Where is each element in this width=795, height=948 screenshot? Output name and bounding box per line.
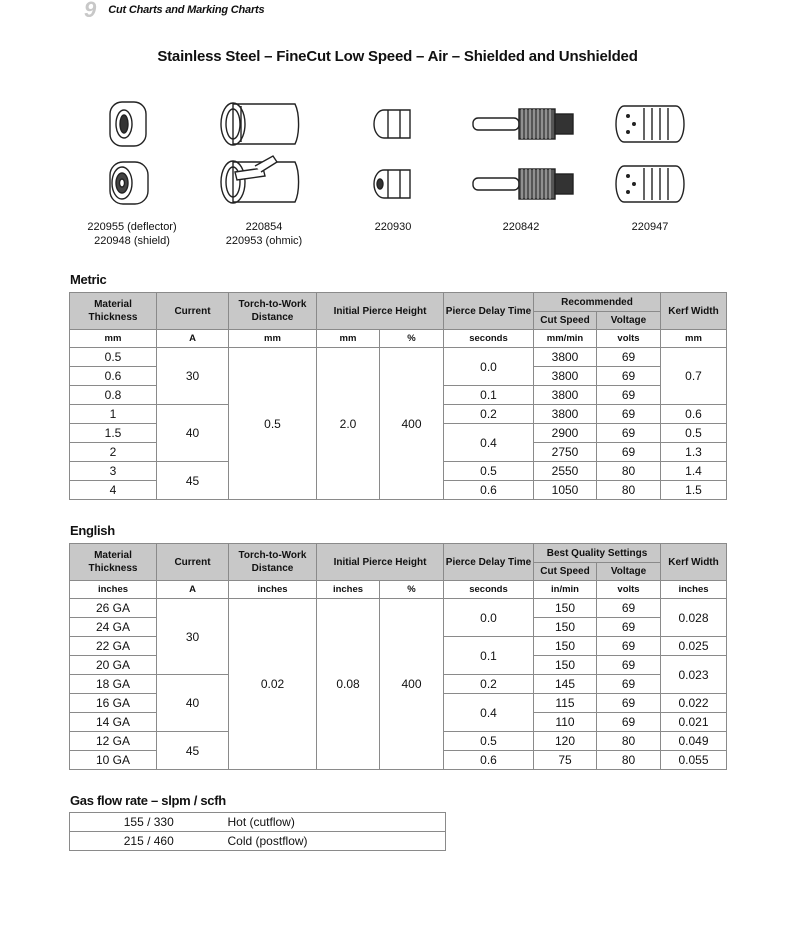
kerf-cell: 0.021 xyxy=(661,713,727,732)
thickness-cell: 3 xyxy=(70,462,157,481)
table-row xyxy=(70,813,446,832)
col-header-current: Current xyxy=(157,293,229,330)
unit-cell: volts xyxy=(597,330,661,348)
current-cell: 40 xyxy=(157,405,229,462)
col-header-kerf: Kerf Width xyxy=(661,293,727,330)
col-header-voltage: Voltage xyxy=(597,312,661,330)
unit-cell: mm xyxy=(317,330,380,348)
current-cell: 40 xyxy=(157,675,229,732)
current-cell: 30 xyxy=(157,599,229,675)
col-header-kerf: Kerf Width xyxy=(661,544,727,581)
voltage-cell: 80 xyxy=(597,751,661,770)
speed-cell: 150 xyxy=(534,656,597,675)
kerf-cell: 0.5 xyxy=(661,424,727,443)
speed-cell: 75 xyxy=(534,751,597,770)
col-header-current: Current xyxy=(157,544,229,581)
voltage-cell: 69 xyxy=(597,618,661,637)
kerf-cell: 0.022 xyxy=(661,694,727,713)
speed-cell: 1050 xyxy=(534,481,597,500)
unit-cell: % xyxy=(380,581,444,599)
part-caption-nozzle: 220930 xyxy=(374,221,412,233)
delay-cell: 0.2 xyxy=(444,675,534,694)
pierce-pct-cell: 400 xyxy=(380,599,444,770)
part-caption-cap: 220854 220953 (ohmic) xyxy=(225,221,303,247)
unit-cell: A xyxy=(157,330,229,348)
speed-cell: 145 xyxy=(534,675,597,694)
thickness-cell: 12 GA xyxy=(70,732,157,751)
pierce-height-cell: 0.08 xyxy=(317,599,380,770)
delay-cell: 0.0 xyxy=(444,348,534,386)
current-cell: 45 xyxy=(157,462,229,500)
current-cell: 30 xyxy=(157,348,229,405)
voltage-cell: 69 xyxy=(597,656,661,675)
unit-cell: seconds xyxy=(444,330,534,348)
delay-cell: 0.5 xyxy=(444,732,534,751)
kerf-cell: 0.028 xyxy=(661,599,727,637)
gas-flow-heading: Gas flow rate – slpm / scfh xyxy=(70,793,226,808)
pierce-pct-cell: 400 xyxy=(380,348,444,500)
col-header-delay: Pierce Delay Time xyxy=(444,293,534,330)
metric-heading: Metric xyxy=(70,272,107,287)
unit-cell: seconds xyxy=(444,581,534,599)
col-header-torch: Torch-to-Work Distance xyxy=(229,293,317,330)
delay-cell: 0.0 xyxy=(444,599,534,637)
thickness-cell: 22 GA xyxy=(70,637,157,656)
unit-cell: mm xyxy=(229,330,317,348)
table-row xyxy=(70,599,727,618)
unit-cell: inches xyxy=(317,581,380,599)
thickness-cell: 18 GA xyxy=(70,675,157,694)
unit-cell: mm/min xyxy=(534,330,597,348)
unit-cell: volts xyxy=(597,581,661,599)
torch-cell: 0.02 xyxy=(229,599,317,770)
kerf-cell: 0.049 xyxy=(661,732,727,751)
gas-flow-value: 155 / 330 xyxy=(70,813,228,832)
kerf-cell: 0.6 xyxy=(661,405,727,424)
col-header-speed: Cut Speed xyxy=(534,563,597,581)
delay-cell: 0.6 xyxy=(444,751,534,770)
torch-cell: 0.5 xyxy=(229,348,317,500)
gas-flow-label: Hot (cutflow) xyxy=(228,813,446,832)
kerf-cell: 0.023 xyxy=(661,656,727,694)
col-header-group: Recommended xyxy=(534,293,661,312)
pierce-height-cell: 2.0 xyxy=(317,348,380,500)
table-row xyxy=(70,348,727,367)
speed-cell: 3800 xyxy=(534,367,597,386)
thickness-cell: 1 xyxy=(70,405,157,424)
section-title: Cut Charts and Marking Charts xyxy=(108,4,265,16)
metric-cut-chart xyxy=(69,292,727,500)
speed-cell: 115 xyxy=(534,694,597,713)
speed-cell: 150 xyxy=(534,618,597,637)
thickness-cell: 10 GA xyxy=(70,751,157,770)
voltage-cell: 69 xyxy=(597,405,661,424)
speed-cell: 3800 xyxy=(534,405,597,424)
kerf-cell: 1.5 xyxy=(661,481,727,500)
chapter-number: 9 xyxy=(84,0,97,22)
delay-cell: 0.2 xyxy=(444,405,534,424)
kerf-cell: 0.025 xyxy=(661,637,727,656)
speed-cell: 110 xyxy=(534,713,597,732)
voltage-cell: 69 xyxy=(597,637,661,656)
thickness-cell: 26 GA xyxy=(70,599,157,618)
voltage-cell: 69 xyxy=(597,694,661,713)
voltage-cell: 80 xyxy=(597,481,661,500)
unit-cell: A xyxy=(157,581,229,599)
electrode-icon xyxy=(470,104,576,204)
voltage-cell: 69 xyxy=(597,386,661,405)
part-caption-shield: 220955 (deflector) 220948 (shield) xyxy=(87,221,177,247)
unit-cell: in/min xyxy=(534,581,597,599)
col-header-delay: Pierce Delay Time xyxy=(444,544,534,581)
speed-cell: 120 xyxy=(534,732,597,751)
voltage-cell: 69 xyxy=(597,348,661,367)
voltage-cell: 69 xyxy=(597,424,661,443)
kerf-cell: 1.3 xyxy=(661,443,727,462)
unit-cell: % xyxy=(380,330,444,348)
unit-cell: inches xyxy=(661,581,727,599)
col-header-pierce-height: Initial Pierce Height xyxy=(317,293,444,330)
unit-cell: mm xyxy=(70,330,157,348)
thickness-cell: 0.6 xyxy=(70,367,157,386)
speed-cell: 2900 xyxy=(534,424,597,443)
page-title: Stainless Steel – FineCut Low Speed – Air – Shielded and Unshielded xyxy=(157,48,638,65)
col-header-pierce-height: Initial Pierce Height xyxy=(317,544,444,581)
voltage-cell: 69 xyxy=(597,599,661,618)
gas-flow-value: 215 / 460 xyxy=(70,832,228,851)
swirl-ring-icon xyxy=(614,102,686,206)
part-caption-electrode: 220842 xyxy=(502,221,540,233)
voltage-cell: 69 xyxy=(597,713,661,732)
speed-cell: 150 xyxy=(534,599,597,618)
col-header-thickness: Material Thickness xyxy=(70,293,157,330)
english-cut-chart xyxy=(69,543,727,770)
table-row xyxy=(70,832,446,851)
part-caption-swirl-ring: 220947 xyxy=(631,221,669,233)
voltage-cell: 69 xyxy=(597,367,661,386)
thickness-cell: 20 GA xyxy=(70,656,157,675)
gas-flow-table xyxy=(69,812,446,851)
col-header-speed: Cut Speed xyxy=(534,312,597,330)
col-header-group: Best Quality Settings xyxy=(534,544,661,563)
current-cell: 45 xyxy=(157,732,229,770)
page-header xyxy=(84,0,264,20)
voltage-cell: 80 xyxy=(597,732,661,751)
col-header-voltage: Voltage xyxy=(597,563,661,581)
thickness-cell: 2 xyxy=(70,443,157,462)
voltage-cell: 80 xyxy=(597,462,661,481)
thickness-cell: 14 GA xyxy=(70,713,157,732)
speed-cell: 2750 xyxy=(534,443,597,462)
col-header-torch: Torch-to-Work Distance xyxy=(229,544,317,581)
delay-cell: 0.1 xyxy=(444,386,534,405)
voltage-cell: 69 xyxy=(597,443,661,462)
thickness-cell: 0.8 xyxy=(70,386,157,405)
thickness-cell: 16 GA xyxy=(70,694,157,713)
thickness-cell: 1.5 xyxy=(70,424,157,443)
delay-cell: 0.4 xyxy=(444,424,534,462)
voltage-cell: 69 xyxy=(597,675,661,694)
delay-cell: 0.1 xyxy=(444,637,534,675)
nozzle-icon xyxy=(370,104,416,204)
thickness-cell: 24 GA xyxy=(70,618,157,637)
kerf-cell: 0.7 xyxy=(661,348,727,405)
delay-cell: 0.6 xyxy=(444,481,534,500)
col-header-thickness: Material Thickness xyxy=(70,544,157,581)
english-heading: English xyxy=(70,523,115,538)
delay-cell: 0.5 xyxy=(444,462,534,481)
speed-cell: 3800 xyxy=(534,386,597,405)
retaining-cap-icon xyxy=(215,98,305,210)
thickness-cell: 4 xyxy=(70,481,157,500)
speed-cell: 2550 xyxy=(534,462,597,481)
kerf-cell: 0.055 xyxy=(661,751,727,770)
gas-flow-label: Cold (postflow) xyxy=(228,832,446,851)
unit-cell: inches xyxy=(70,581,157,599)
thickness-cell: 0.5 xyxy=(70,348,157,367)
kerf-cell: 1.4 xyxy=(661,462,727,481)
delay-cell: 0.4 xyxy=(444,694,534,732)
deflector-shield-icon xyxy=(104,98,152,210)
speed-cell: 150 xyxy=(534,637,597,656)
unit-cell: mm xyxy=(661,330,727,348)
unit-cell: inches xyxy=(229,581,317,599)
speed-cell: 3800 xyxy=(534,348,597,367)
